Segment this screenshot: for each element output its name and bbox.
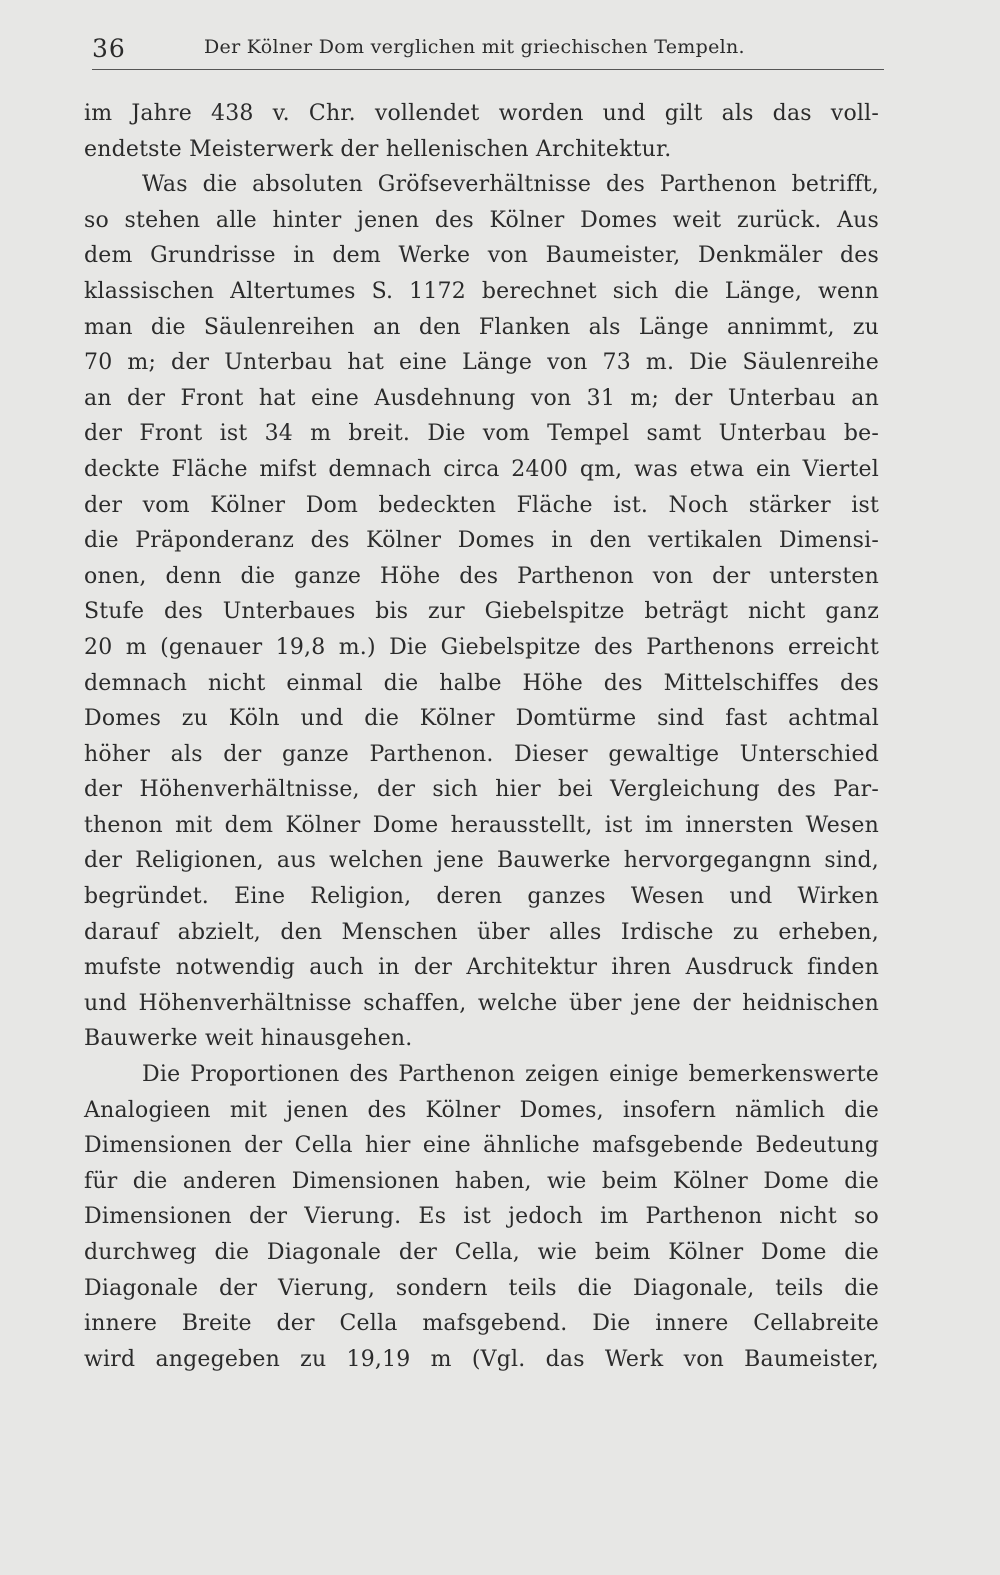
text-line: 70 m; der Unterbau hat eine Länge von 73 m. Die Säulenreihe (84, 350, 879, 376)
header-rule (92, 69, 884, 70)
text-line: Domes zu Köln und die Kölner Domtürme sind fast achtmal (84, 706, 879, 732)
body-text (84, 96, 879, 1377)
text-line: die Präponderanz des Kölner Domes in den vertikalen Dimensi- (84, 528, 879, 554)
text-line: Dimensionen der Cella hier eine ähnliche mafsgebende Bedeutung (84, 1133, 879, 1159)
text-line: und Höhenverhältnisse schaffen, welche über jene der heidnischen (84, 990, 879, 1016)
running-title: Der Kölner Dom verglichen mit griechischen Tempeln. (204, 36, 745, 58)
text-line: Stufe des Unterbaues bis zur Giebelspitze beträgt nicht ganz (84, 599, 879, 625)
text-line: der Höhenverhältnisse, der sich hier bei Vergleichung des Par- (84, 777, 879, 803)
text-line: Bauwerke weit hinausgehen. (84, 1026, 413, 1052)
text-line: onen, denn die ganze Höhe des Parthenon von der untersten (84, 563, 879, 589)
text-line: der Front ist 34 m breit. Die vom Tempel samt Unterbau be- (84, 421, 879, 447)
text-line: Diagonale der Vierung, sondern teils die Diagonale, teils die (84, 1275, 879, 1301)
page-header (92, 24, 884, 74)
text-line: Dimensionen der Vierung. Es ist jedoch im Parthenon nicht so (84, 1204, 879, 1230)
text-line: für die anderen Dimensionen haben, wie beim Kölner Dome die (84, 1168, 879, 1194)
text-line: Was die absoluten Gröfseverhältnisse des Parthenon betrifft, (142, 172, 879, 198)
text-line: klassischen Altertumes S. 1172 berechnet sich die Länge, wenn (84, 278, 879, 304)
text-line: an der Front hat eine Ausdehnung von 31 m; der Unterbau an (84, 385, 879, 411)
text-line: darauf abzielt, den Menschen über alles Irdische zu erheben, (84, 919, 879, 945)
text-line: thenon mit dem Kölner Dome herausstellt, ist im innersten Wesen (84, 812, 879, 838)
text-line: Analogieen mit jenen des Kölner Domes, insofern nämlich die (84, 1097, 879, 1123)
text-line: deckte Fläche mifst demnach circa 2400 qm, was etwa ein Viertel (84, 456, 879, 482)
text-line: der vom Kölner Dom bedeckten Fläche ist. Noch stärker ist (84, 492, 879, 518)
text-line: so stehen alle hinter jenen des Kölner Domes weit zurück. Aus (84, 207, 879, 233)
text-line: der Religionen, aus welchen jene Bauwerke hervorgegangnn sind, (84, 848, 879, 874)
text-line: 20 m (genauer 19,8 m.) Die Giebelspitze des Parthenons erreicht (84, 634, 879, 660)
text-line: dem Grundrisse in dem Werke von Baumeister, Denkmäler des (84, 243, 879, 269)
text-line: innere Breite der Cella mafsgebend. Die innere Cellabreite (84, 1311, 879, 1337)
text-line: wird angegeben zu 19,19 m (Vgl. das Werk von Baumeister, (84, 1346, 879, 1372)
text-line: demnach nicht einmal die halbe Höhe des Mittelschiffes des (84, 670, 879, 696)
page-number: 36 (92, 34, 126, 63)
text-line: Die Proportionen des Parthenon zeigen einige bemerkenswerte (142, 1062, 879, 1088)
text-line: mufste notwendig auch in der Architektur ihren Ausdruck finden (84, 955, 879, 981)
text-line: höher als der ganze Parthenon. Dieser gewaltige Unterschied (84, 741, 879, 767)
text-line: begründet. Eine Religion, deren ganzes Wesen und Wirken (84, 884, 879, 910)
text-line: im Jahre 438 v. Chr. vollendet worden und gilt als das voll- (84, 101, 879, 126)
text-line: man die Säulenreihen an den Flanken als Länge annimmt, zu (84, 314, 879, 340)
text-line: endetste Meisterwerk der hellenischen Architektur. (84, 136, 672, 162)
text-line: durchweg die Diagonale der Cella, wie beim Kölner Dome die (84, 1240, 879, 1265)
